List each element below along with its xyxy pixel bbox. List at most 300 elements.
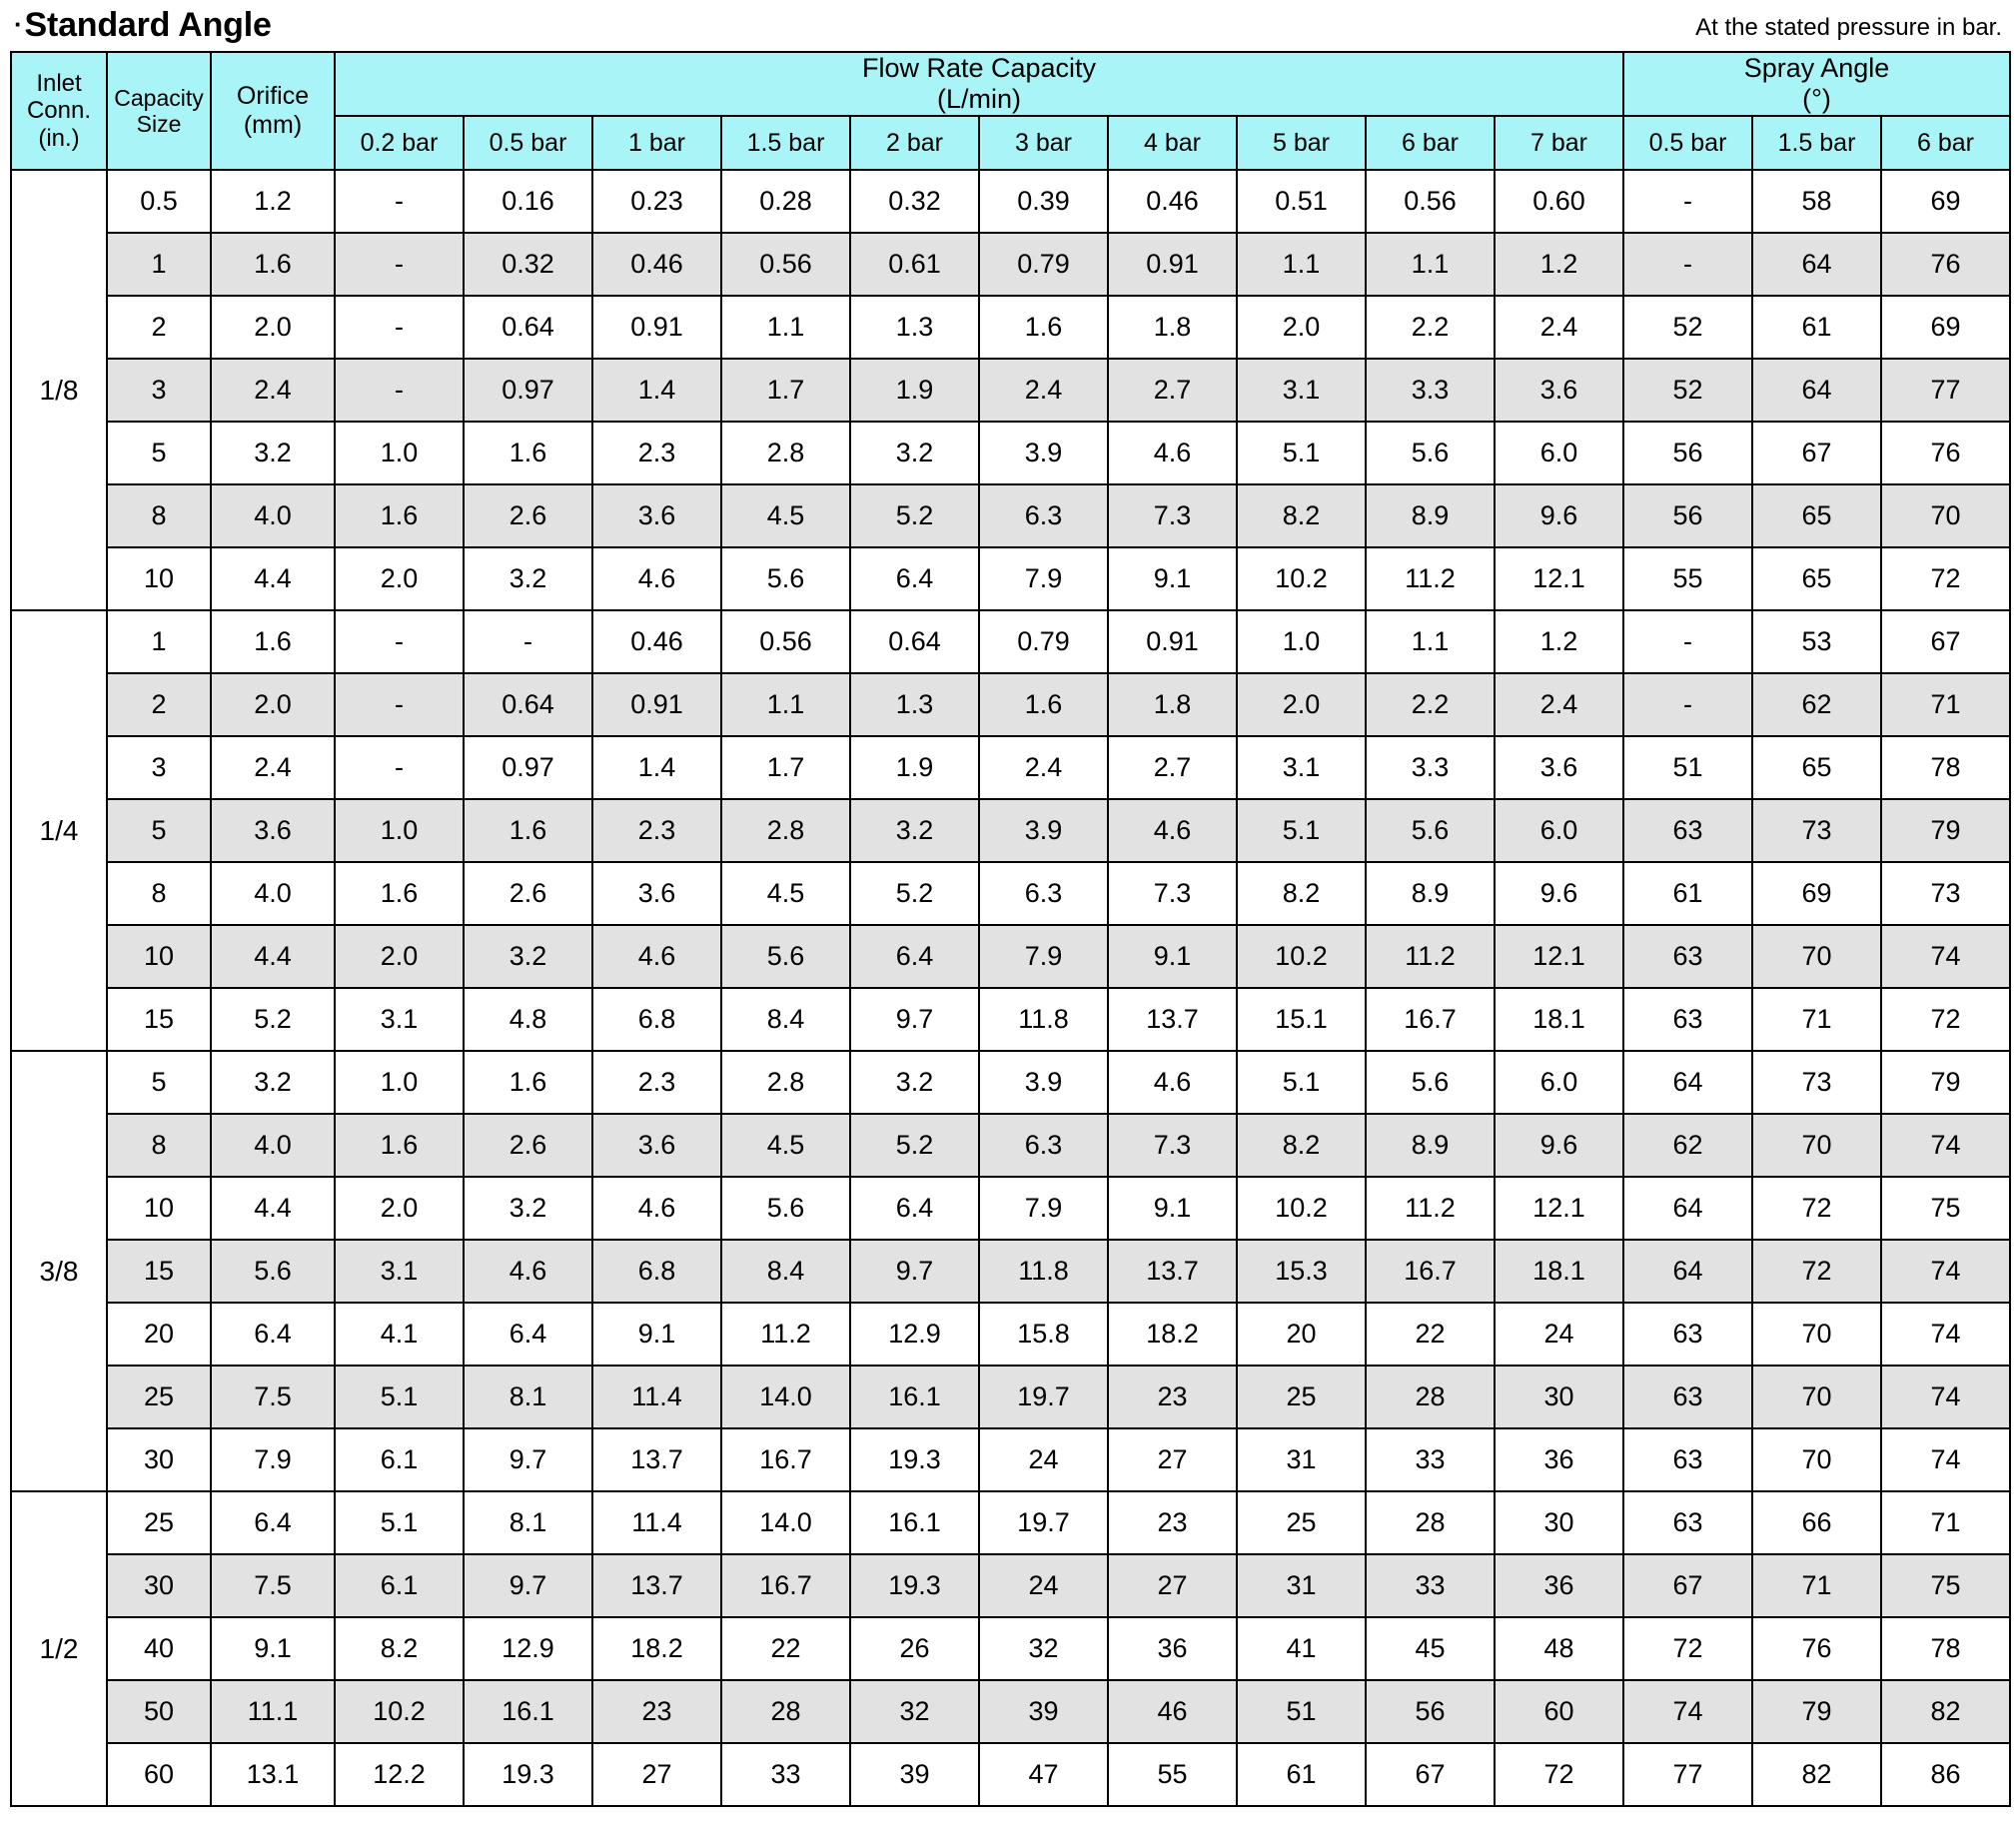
cell-orifice: 4.0 (211, 862, 335, 925)
cell-flow-rate: 5.2 (850, 862, 979, 925)
cell-flow-rate: 6.0 (1495, 422, 1623, 484)
cell-flow-rate: 0.91 (592, 673, 721, 736)
cell-flow-rate: 3.2 (464, 925, 592, 988)
cell-inlet-connection: 1/8 (11, 170, 107, 610)
cell-spray-angle: 74 (1881, 1114, 2010, 1177)
column-header-flow-pressure: 3 bar (979, 116, 1108, 170)
cell-flow-rate: 5.1 (335, 1366, 464, 1428)
cell-spray-angle: 67 (1881, 610, 2010, 673)
cell-flow-rate: 3.2 (850, 1051, 979, 1114)
table-row (11, 1114, 2010, 1177)
column-header-orifice (211, 52, 335, 170)
table-row (11, 1366, 2010, 1428)
cell-capacity-size: 20 (107, 1303, 211, 1366)
cell-flow-rate: 3.6 (592, 484, 721, 547)
cell-capacity-size: 8 (107, 484, 211, 547)
cell-flow-rate: 1.1 (1366, 233, 1495, 296)
cell-orifice: 11.1 (211, 1680, 335, 1743)
angle-line-1: Spray Angle (1743, 53, 1890, 83)
cell-spray-angle: 72 (1881, 547, 2010, 610)
cell-flow-rate: 4.5 (721, 862, 850, 925)
cell-flow-rate: 3.1 (335, 988, 464, 1051)
cell-spray-angle: 70 (1752, 1114, 1881, 1177)
table-row (11, 1491, 2010, 1554)
cell-orifice: 5.6 (211, 1240, 335, 1303)
orifice-line-1: Orifice (236, 82, 310, 111)
cell-flow-rate: 0.32 (850, 170, 979, 233)
cell-flow-rate: 7.3 (1108, 484, 1237, 547)
page-header (10, 6, 2006, 51)
cell-spray-angle: - (1623, 673, 1752, 736)
cell-spray-angle: 74 (1881, 1428, 2010, 1491)
cell-flow-rate: 0.56 (721, 233, 850, 296)
cell-flow-rate: - (335, 673, 464, 736)
cell-orifice: 2.4 (211, 359, 335, 422)
cell-spray-angle: 86 (1881, 1743, 2010, 1806)
cell-flow-rate: 2.0 (335, 1177, 464, 1240)
cell-flow-rate: 10.2 (1237, 547, 1366, 610)
cell-flow-rate: 6.8 (592, 988, 721, 1051)
cell-flow-rate: 1.6 (979, 673, 1108, 736)
cell-spray-angle: 58 (1752, 170, 1881, 233)
cell-flow-rate: 25 (1237, 1366, 1366, 1428)
cell-flow-rate: - (335, 233, 464, 296)
cell-spray-angle: - (1623, 233, 1752, 296)
cell-flow-rate: 22 (721, 1617, 850, 1680)
cell-capacity-size: 50 (107, 1680, 211, 1743)
cell-flow-rate: 11.2 (721, 1303, 850, 1366)
cell-flow-rate: 2.4 (979, 736, 1108, 799)
cell-flow-rate: 2.4 (1495, 296, 1623, 359)
cell-spray-angle: 62 (1623, 1114, 1752, 1177)
cell-flow-rate: 3.1 (1237, 359, 1366, 422)
cell-flow-rate: 9.1 (1108, 925, 1237, 988)
cell-capacity-size: 15 (107, 1240, 211, 1303)
cell-flow-rate: 1.6 (464, 799, 592, 862)
cell-flow-rate: 16.7 (1366, 988, 1495, 1051)
cell-flow-rate: 2.4 (979, 359, 1108, 422)
cell-flow-rate: 18.1 (1495, 1240, 1623, 1303)
inlet-line-3: (in.) (38, 124, 80, 152)
inlet-line-2: Conn. (26, 97, 92, 125)
cell-spray-angle: 73 (1752, 1051, 1881, 1114)
cell-spray-angle: 64 (1623, 1240, 1752, 1303)
cell-spray-angle: 71 (1881, 1491, 2010, 1554)
cell-orifice: 7.5 (211, 1554, 335, 1617)
cell-flow-rate: 3.6 (1495, 736, 1623, 799)
cell-flow-rate: 5.6 (721, 547, 850, 610)
cell-spray-angle: 63 (1623, 1366, 1752, 1428)
cell-flow-rate: 30 (1495, 1366, 1623, 1428)
cell-flow-rate: 5.6 (721, 925, 850, 988)
cell-flow-rate: 2.0 (335, 547, 464, 610)
cell-spray-angle: 71 (1752, 1554, 1881, 1617)
cell-spray-angle: 74 (1881, 1303, 2010, 1366)
cell-flow-rate: 1.9 (850, 736, 979, 799)
cell-flow-rate: - (464, 610, 592, 673)
cell-flow-rate: 0.39 (979, 170, 1108, 233)
column-header-flow-rate (335, 52, 1623, 116)
table-row (11, 1177, 2010, 1240)
cell-flow-rate: 6.4 (850, 1177, 979, 1240)
cell-flow-rate: 9.7 (850, 1240, 979, 1303)
cell-flow-rate: 28 (1366, 1491, 1495, 1554)
cell-spray-angle: 79 (1752, 1680, 1881, 1743)
cell-inlet-connection: 3/8 (11, 1051, 107, 1491)
page-title (14, 6, 272, 45)
cell-spray-angle: 82 (1752, 1743, 1881, 1806)
cell-flow-rate: 3.2 (850, 799, 979, 862)
cell-flow-rate: 15.1 (1237, 988, 1366, 1051)
cell-capacity-size: 5 (107, 422, 211, 484)
cell-flow-rate: 24 (1495, 1303, 1623, 1366)
table-row (11, 1428, 2010, 1491)
cell-flow-rate: 3.2 (850, 422, 979, 484)
cell-flow-rate: 1.3 (850, 296, 979, 359)
cell-flow-rate: 1.1 (1366, 610, 1495, 673)
cell-flow-rate: 2.6 (464, 1114, 592, 1177)
cell-flow-rate: 12.1 (1495, 1177, 1623, 1240)
cell-flow-rate: 18.1 (1495, 988, 1623, 1051)
cell-flow-rate: 41 (1237, 1617, 1366, 1680)
cell-flow-rate: 0.64 (464, 673, 592, 736)
column-header-spray-angle (1623, 52, 2010, 116)
cell-flow-rate: 1.0 (1237, 610, 1366, 673)
cell-flow-rate: 32 (850, 1680, 979, 1743)
cell-flow-rate: 6.3 (979, 1114, 1108, 1177)
cell-flow-rate: 23 (1108, 1366, 1237, 1428)
cell-spray-angle: 55 (1623, 547, 1752, 610)
cell-spray-angle: 73 (1752, 799, 1881, 862)
column-header-flow-pressure: 1 bar (592, 116, 721, 170)
cell-orifice: 5.2 (211, 988, 335, 1051)
cell-flow-rate: 33 (721, 1743, 850, 1806)
cell-flow-rate: 55 (1108, 1743, 1237, 1806)
cell-flow-rate: 9.6 (1495, 862, 1623, 925)
cell-spray-angle: 64 (1623, 1051, 1752, 1114)
table-row (11, 1743, 2010, 1806)
cell-flow-rate: 9.7 (850, 988, 979, 1051)
cell-flow-rate: 1.4 (592, 736, 721, 799)
cell-spray-angle: 72 (1752, 1177, 1881, 1240)
cell-flow-rate: 0.56 (721, 610, 850, 673)
cell-capacity-size: 10 (107, 547, 211, 610)
cell-spray-angle: 72 (1881, 988, 2010, 1051)
cell-orifice: 3.2 (211, 1051, 335, 1114)
cell-flow-rate: 1.8 (1108, 296, 1237, 359)
cell-flow-rate: 6.0 (1495, 1051, 1623, 1114)
cell-spray-angle: 56 (1623, 422, 1752, 484)
cell-flow-rate: 2.6 (464, 862, 592, 925)
cell-spray-angle: 63 (1623, 799, 1752, 862)
cell-flow-rate: 20 (1237, 1303, 1366, 1366)
cell-orifice: 4.4 (211, 925, 335, 988)
cell-spray-angle: 65 (1752, 484, 1881, 547)
cell-flow-rate: 8.9 (1366, 862, 1495, 925)
cell-spray-angle: 53 (1752, 610, 1881, 673)
table-row (11, 1051, 2010, 1114)
cell-flow-rate: 12.9 (464, 1617, 592, 1680)
cell-spray-angle: - (1623, 610, 1752, 673)
cell-spray-angle: 51 (1623, 736, 1752, 799)
cell-flow-rate: 1.7 (721, 359, 850, 422)
cell-flow-rate: 9.1 (592, 1303, 721, 1366)
cell-flow-rate: 1.0 (335, 422, 464, 484)
table-head (11, 52, 2010, 170)
cell-spray-angle: 72 (1623, 1617, 1752, 1680)
cell-flow-rate: 1.1 (721, 296, 850, 359)
page-title-text: Standard Angle (24, 6, 272, 44)
cell-flow-rate: 4.6 (592, 925, 721, 988)
table-row (11, 862, 2010, 925)
cell-spray-angle: 74 (1881, 1240, 2010, 1303)
cell-flow-rate: 7.3 (1108, 862, 1237, 925)
cell-capacity-size: 40 (107, 1617, 211, 1680)
cell-spray-angle: 71 (1881, 673, 2010, 736)
cell-orifice: 2.4 (211, 736, 335, 799)
cell-flow-rate: 67 (1366, 1743, 1495, 1806)
cell-flow-rate: 2.7 (1108, 736, 1237, 799)
table-row (11, 1680, 2010, 1743)
cell-flow-rate: 3.9 (979, 799, 1108, 862)
cell-spray-angle: 77 (1623, 1743, 1752, 1806)
cell-flow-rate: 46 (1108, 1680, 1237, 1743)
cell-flow-rate: 36 (1108, 1617, 1237, 1680)
cell-flow-rate: 13.7 (592, 1554, 721, 1617)
cell-spray-angle: 62 (1752, 673, 1881, 736)
cell-flow-rate: 0.79 (979, 610, 1108, 673)
cell-flow-rate: 72 (1495, 1743, 1623, 1806)
table-row (11, 925, 2010, 988)
cell-flow-rate: - (335, 296, 464, 359)
cell-spray-angle: 72 (1752, 1240, 1881, 1303)
cell-capacity-size: 25 (107, 1366, 211, 1428)
cell-capacity-size: 2 (107, 673, 211, 736)
cell-orifice: 7.9 (211, 1428, 335, 1491)
cell-flow-rate: 8.1 (464, 1366, 592, 1428)
cell-capacity-size: 25 (107, 1491, 211, 1554)
table-row (11, 799, 2010, 862)
cell-orifice: 4.4 (211, 1177, 335, 1240)
cell-flow-rate: 2.6 (464, 484, 592, 547)
header-row-top (11, 52, 2010, 116)
cell-flow-rate: 6.0 (1495, 799, 1623, 862)
table-row (11, 547, 2010, 610)
cell-flow-rate: - (335, 610, 464, 673)
cell-capacity-size: 5 (107, 799, 211, 862)
cell-flow-rate: 8.2 (1237, 484, 1366, 547)
cell-flow-rate: 1.9 (850, 359, 979, 422)
cell-flow-rate: 3.6 (1495, 359, 1623, 422)
cell-flow-rate: 0.97 (464, 736, 592, 799)
cell-orifice: 3.6 (211, 799, 335, 862)
cell-spray-angle: 74 (1881, 925, 2010, 988)
cell-flow-rate: 0.16 (464, 170, 592, 233)
cell-capacity-size: 3 (107, 359, 211, 422)
cell-flow-rate: 1.4 (592, 359, 721, 422)
cell-flow-rate: 0.64 (850, 610, 979, 673)
cell-flow-rate: 1.8 (1108, 673, 1237, 736)
cell-flow-rate: 7.9 (979, 547, 1108, 610)
cell-flow-rate: 45 (1366, 1617, 1495, 1680)
capacity-line-2: Size (136, 111, 182, 138)
cell-flow-rate: 12.1 (1495, 925, 1623, 988)
cell-flow-rate: 16.1 (850, 1491, 979, 1554)
cell-flow-rate: 3.2 (464, 547, 592, 610)
table-row (11, 610, 2010, 673)
cell-flow-rate: 28 (1366, 1366, 1495, 1428)
cell-spray-angle: 79 (1881, 1051, 2010, 1114)
cell-orifice: 4.0 (211, 484, 335, 547)
cell-flow-rate: 4.6 (464, 1240, 592, 1303)
cell-spray-angle: 67 (1623, 1554, 1752, 1617)
cell-flow-rate: 10.2 (1237, 1177, 1366, 1240)
cell-flow-rate: 27 (1108, 1428, 1237, 1491)
flow-line-2: (L/min) (936, 84, 1021, 115)
column-header-flow-pressure: 4 bar (1108, 116, 1237, 170)
cell-flow-rate: 5.6 (1366, 1051, 1495, 1114)
cell-flow-rate: 8.4 (721, 1240, 850, 1303)
column-header-angle-pressure: 6 bar (1881, 116, 2010, 170)
cell-flow-rate: 51 (1237, 1680, 1366, 1743)
cell-spray-angle: 67 (1752, 422, 1881, 484)
cell-flow-rate: 28 (721, 1680, 850, 1743)
cell-flow-rate: 3.2 (464, 1177, 592, 1240)
cell-orifice: 9.1 (211, 1617, 335, 1680)
cell-flow-rate: 1.6 (979, 296, 1108, 359)
cell-flow-rate: 11.8 (979, 988, 1108, 1051)
cell-spray-angle: 76 (1881, 233, 2010, 296)
cell-flow-rate: 8.2 (335, 1617, 464, 1680)
cell-flow-rate: 11.2 (1366, 1177, 1495, 1240)
cell-capacity-size: 0.5 (107, 170, 211, 233)
cell-orifice: 1.6 (211, 233, 335, 296)
cell-orifice: 1.6 (211, 610, 335, 673)
cell-flow-rate: 36 (1495, 1428, 1623, 1491)
cell-flow-rate: 12.1 (1495, 547, 1623, 610)
cell-flow-rate: 4.5 (721, 484, 850, 547)
cell-flow-rate: 0.79 (979, 233, 1108, 296)
cell-flow-rate: 2.8 (721, 1051, 850, 1114)
pressure-note: At the stated pressure in bar. (1695, 14, 2002, 41)
cell-flow-rate: 14.0 (721, 1491, 850, 1554)
cell-flow-rate: 0.91 (1108, 233, 1237, 296)
table-row (11, 1303, 2010, 1366)
cell-flow-rate: 16.7 (721, 1428, 850, 1491)
cell-flow-rate: 5.1 (335, 1491, 464, 1554)
title-bullet-icon: · (14, 9, 23, 39)
cell-flow-rate: 0.97 (464, 359, 592, 422)
cell-flow-rate: 2.8 (721, 422, 850, 484)
cell-spray-angle: 63 (1623, 988, 1752, 1051)
cell-spray-angle: 69 (1752, 862, 1881, 925)
cell-flow-rate: 27 (592, 1743, 721, 1806)
cell-flow-rate: 16.7 (1366, 1240, 1495, 1303)
cell-flow-rate: 16.7 (721, 1554, 850, 1617)
column-header-flow-pressure: 6 bar (1366, 116, 1495, 170)
cell-flow-rate: 6.4 (850, 925, 979, 988)
cell-flow-rate: 18.2 (1108, 1303, 1237, 1366)
cell-flow-rate: 3.1 (1237, 736, 1366, 799)
orifice-line-2: (mm) (243, 111, 303, 140)
cell-spray-angle: 64 (1752, 233, 1881, 296)
cell-capacity-size: 3 (107, 736, 211, 799)
cell-capacity-size: 1 (107, 233, 211, 296)
cell-flow-rate: 3.3 (1366, 736, 1495, 799)
column-header-flow-pressure: 7 bar (1495, 116, 1623, 170)
cell-capacity-size: 2 (107, 296, 211, 359)
cell-inlet-connection: 1/2 (11, 1491, 107, 1806)
cell-flow-rate: 4.6 (1108, 422, 1237, 484)
angle-line-2: (°) (1802, 84, 1831, 115)
cell-flow-rate: 6.4 (464, 1303, 592, 1366)
cell-flow-rate: 39 (850, 1743, 979, 1806)
cell-flow-rate: - (335, 736, 464, 799)
table-row (11, 1554, 2010, 1617)
cell-flow-rate: 2.7 (1108, 359, 1237, 422)
cell-flow-rate: 19.7 (979, 1366, 1108, 1428)
cell-flow-rate: 1.3 (850, 673, 979, 736)
cell-spray-angle: 69 (1881, 296, 2010, 359)
cell-flow-rate: 36 (1495, 1554, 1623, 1617)
cell-flow-rate: 0.32 (464, 233, 592, 296)
column-header-inlet (11, 52, 107, 170)
cell-flow-rate: 9.1 (1108, 1177, 1237, 1240)
cell-flow-rate: 33 (1366, 1428, 1495, 1491)
cell-flow-rate: 1.6 (464, 422, 592, 484)
cell-flow-rate: 8.2 (1237, 1114, 1366, 1177)
cell-flow-rate: 5.1 (1237, 422, 1366, 484)
cell-spray-angle: 63 (1623, 1303, 1752, 1366)
cell-flow-rate: 5.6 (721, 1177, 850, 1240)
cell-flow-rate: 1.6 (335, 862, 464, 925)
cell-flow-rate: 27 (1108, 1554, 1237, 1617)
spray-nozzle-spec-table (10, 51, 2011, 1807)
cell-flow-rate: 9.6 (1495, 484, 1623, 547)
cell-orifice: 1.2 (211, 170, 335, 233)
cell-flow-rate: 56 (1366, 1680, 1495, 1743)
cell-flow-rate: 31 (1237, 1554, 1366, 1617)
cell-flow-rate: 4.6 (1108, 799, 1237, 862)
cell-flow-rate: 3.9 (979, 1051, 1108, 1114)
cell-flow-rate: 11.2 (1366, 925, 1495, 988)
cell-spray-angle: 82 (1881, 1680, 2010, 1743)
column-header-flow-pressure: 5 bar (1237, 116, 1366, 170)
cell-flow-rate: 1.6 (464, 1051, 592, 1114)
cell-orifice: 7.5 (211, 1366, 335, 1428)
cell-flow-rate: 9.7 (464, 1554, 592, 1617)
cell-spray-angle: 70 (1752, 1428, 1881, 1491)
cell-capacity-size: 10 (107, 925, 211, 988)
cell-spray-angle: 70 (1752, 1366, 1881, 1428)
cell-spray-angle: 74 (1881, 1366, 2010, 1428)
cell-flow-rate: 3.6 (592, 1114, 721, 1177)
cell-flow-rate: 2.2 (1366, 673, 1495, 736)
cell-flow-rate: 1.1 (721, 673, 850, 736)
cell-flow-rate: 6.8 (592, 1240, 721, 1303)
cell-flow-rate: 19.7 (979, 1491, 1108, 1554)
cell-spray-angle: 70 (1752, 925, 1881, 988)
cell-flow-rate: 15.3 (1237, 1240, 1366, 1303)
cell-flow-rate: 12.9 (850, 1303, 979, 1366)
cell-flow-rate: 5.6 (1366, 799, 1495, 862)
cell-flow-rate: 0.46 (592, 233, 721, 296)
cell-flow-rate: 14.0 (721, 1366, 850, 1428)
cell-orifice: 4.4 (211, 547, 335, 610)
cell-flow-rate: 6.1 (335, 1554, 464, 1617)
cell-flow-rate: 1.0 (335, 1051, 464, 1114)
cell-capacity-size: 60 (107, 1743, 211, 1806)
